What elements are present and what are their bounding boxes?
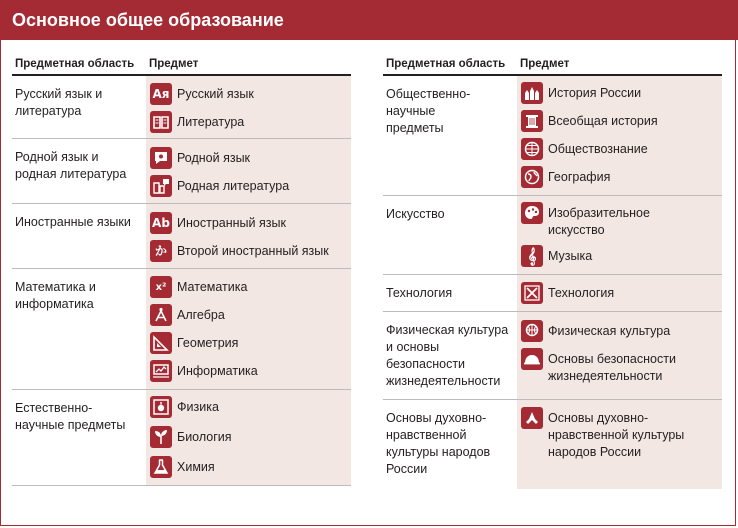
- books-speech-icon: [150, 175, 172, 197]
- column-header-subject: Предмет: [520, 58, 570, 70]
- subject-label: Информатика: [177, 364, 258, 378]
- subject-label: Физика: [177, 400, 219, 414]
- subject-item: [150, 304, 225, 326]
- subjects-cell: [517, 400, 722, 489]
- subject-item: [150, 396, 219, 418]
- subject-item: [150, 276, 247, 298]
- table-row: [12, 76, 351, 139]
- area-label: Технология: [386, 286, 453, 300]
- subject-label: История России: [548, 86, 642, 100]
- area-label: Иностранные языки: [15, 215, 131, 229]
- table-row: [12, 390, 351, 486]
- subject-item: [150, 360, 258, 382]
- subject-label: Родная литература: [177, 179, 290, 193]
- subjects-cell: [517, 76, 722, 195]
- subject-item: [521, 110, 658, 132]
- table-row: [383, 76, 722, 196]
- geometry-icon: [150, 332, 172, 354]
- subjects-cell: [146, 139, 351, 203]
- subject-item: [521, 138, 648, 160]
- table-row: [383, 312, 722, 400]
- kremlin-icon: [521, 82, 543, 104]
- right-table: [383, 56, 722, 489]
- column-header-area: Предметная область: [15, 58, 135, 70]
- subject-item: [521, 245, 592, 267]
- table-row: [12, 204, 351, 269]
- subject-label: Биология: [177, 430, 232, 444]
- tools-icon: [521, 282, 543, 304]
- subject-label: Геометрия: [177, 336, 239, 350]
- table-header: [383, 56, 722, 76]
- subject-label: Музыка: [548, 249, 593, 263]
- area-label: Родной язык и родная литература: [15, 150, 127, 181]
- subject-label: Обществознание: [548, 142, 648, 156]
- subjects-cell: [146, 269, 351, 389]
- page-title: Основное общее образование: [0, 0, 738, 40]
- table-row: [383, 196, 722, 275]
- subject-item: [521, 82, 641, 104]
- subject-label: Алгебра: [177, 308, 225, 322]
- helmet-icon: [521, 348, 543, 370]
- table-row: [12, 139, 351, 204]
- column-icon: [521, 110, 543, 132]
- table-header: [12, 56, 351, 76]
- subject-label: Русский язык: [177, 87, 254, 101]
- subject-item: [521, 407, 701, 461]
- subject-item: [521, 282, 614, 304]
- area-label: Русский язык и литература: [15, 87, 103, 118]
- speech-bubble-icon: [150, 147, 172, 169]
- subject-item: [150, 111, 244, 133]
- russian-language-icon: Ая: [150, 83, 172, 105]
- subjects-cell: [146, 204, 351, 268]
- column-header-subject: Предмет: [149, 58, 199, 70]
- subject-item: [150, 175, 289, 197]
- subject-item: [150, 332, 238, 354]
- area-label: Естественно-научные предметы: [15, 401, 126, 432]
- column-header-area: Предметная область: [386, 58, 506, 70]
- earth-icon: [521, 166, 543, 188]
- subject-label: Родной язык: [177, 151, 251, 165]
- subject-label: Основы безопасности жизнедеятельности: [548, 352, 676, 383]
- treble-clef-icon: 𝄞: [521, 245, 543, 267]
- subject-label: Основы духовно-нравственной культуры народов России: [548, 411, 685, 459]
- subject-item: [150, 240, 329, 262]
- flask-icon: [150, 456, 172, 478]
- subject-label: Изобразительное искусство: [548, 206, 650, 237]
- table-row: [383, 275, 722, 312]
- subject-label: Физическая культура: [548, 324, 671, 338]
- subject-label: Технология: [548, 286, 615, 300]
- basketball-icon: [521, 320, 543, 342]
- subjects-cell: [517, 196, 722, 274]
- subject-item: [521, 202, 671, 239]
- subject-item: [521, 166, 610, 188]
- subjects-cell: [146, 76, 351, 138]
- subjects-cell: [517, 275, 722, 311]
- subject-item: [150, 83, 254, 105]
- subject-label: Математика: [177, 280, 248, 294]
- subject-item: [150, 147, 250, 169]
- subject-label: Второй иностранный язык: [177, 244, 329, 258]
- area-label: Основы духовно-нравственной культуры народов России: [386, 411, 491, 476]
- plant-icon: [150, 426, 172, 448]
- subject-item: [521, 348, 696, 385]
- subject-label: Иностранный язык: [177, 216, 286, 230]
- subject-label: Литература: [177, 115, 245, 129]
- subject-item: [150, 456, 215, 478]
- table-row: [12, 269, 351, 390]
- subject-label: География: [548, 170, 611, 184]
- area-label: Физическая культура и основы безопасности жизнедеятельности: [386, 323, 509, 388]
- area-label: Математика и информатика: [15, 280, 96, 311]
- globe-icon: [521, 138, 543, 160]
- math-icon: x²: [150, 276, 172, 298]
- computer-icon: [150, 360, 172, 382]
- left-table: [12, 56, 351, 486]
- physics-icon: [150, 396, 172, 418]
- subject-label: Всеобщая история: [548, 114, 658, 128]
- subject-item: [521, 320, 670, 342]
- foreign-language-icon: Ab: [150, 212, 172, 234]
- subjects-cell: [517, 312, 722, 399]
- table-row: [383, 400, 722, 489]
- area-label: Искусство: [386, 207, 445, 221]
- subject-label: Химия: [177, 460, 215, 474]
- area-label: Общественно-научные предметы: [386, 87, 471, 135]
- subject-item: [150, 426, 232, 448]
- subject-item: [150, 212, 286, 234]
- compass-icon: [150, 304, 172, 326]
- subjects-cell: [146, 390, 351, 485]
- palette-icon: [521, 202, 543, 224]
- second-language-icon: か: [150, 240, 172, 262]
- book-icon: [150, 111, 172, 133]
- praying-hands-icon: [521, 407, 543, 429]
